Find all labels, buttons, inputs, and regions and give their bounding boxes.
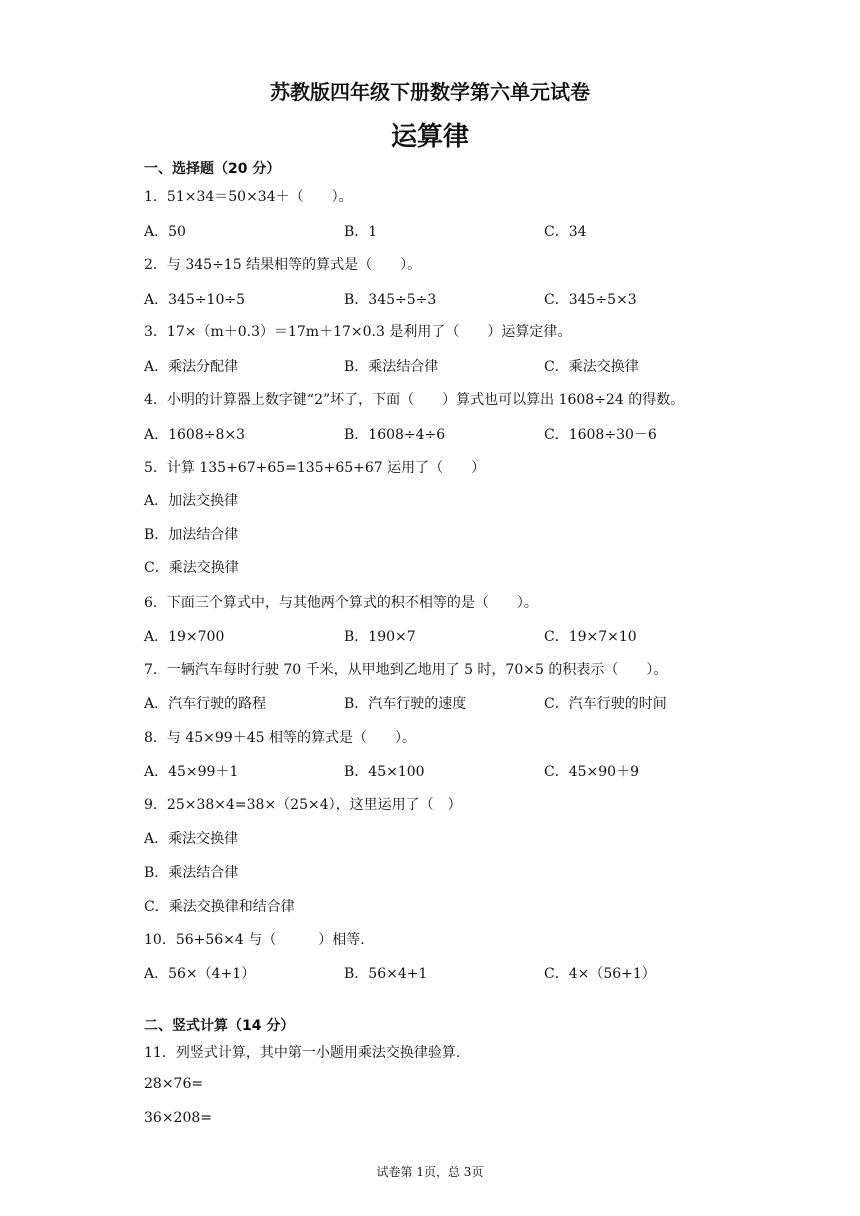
question-option: C．34 bbox=[544, 224, 587, 240]
question-stem: 11．列竖式计算，其中第一小题用乘法交换律验算. bbox=[144, 1045, 461, 1061]
question-option: B．乘法结合律 bbox=[144, 865, 239, 881]
question-option: B．56×4+1 bbox=[344, 966, 428, 982]
question-option: B．汽车行驶的速度 bbox=[344, 696, 467, 712]
question-option: B．190×7 bbox=[344, 629, 416, 645]
question-option: C．1608÷30－6 bbox=[544, 427, 657, 443]
question-stem: 4．小明的计算器上数字键“2”坏了，下面（ ）算式也可以算出 1608÷24 的得数。 bbox=[144, 392, 685, 408]
question-option: B．1 bbox=[344, 224, 378, 240]
question-option: A．汽车行驶的路程 bbox=[144, 696, 267, 712]
question-option: A．45×99＋1 bbox=[144, 764, 239, 780]
question-option: A．乘法交换律 bbox=[144, 831, 239, 847]
section-heading-vertical-calc: 二、竖式计算（14 分） bbox=[144, 1018, 295, 1034]
question-option: C．4×（56+1） bbox=[544, 966, 656, 982]
question-option: C．乘法交换律和结合律 bbox=[144, 899, 295, 915]
question-option: A．56×（4+1） bbox=[144, 966, 256, 982]
question-option: A．50 bbox=[144, 224, 186, 240]
calculation-item: 28×76= bbox=[144, 1076, 204, 1092]
question-option: A．345÷10÷5 bbox=[144, 292, 246, 308]
question-option: A．1608÷8×3 bbox=[144, 427, 246, 443]
question-stem: 3．17×（m＋0.3）＝17m＋17×0.3 是利用了（ ）运算定律。 bbox=[144, 324, 572, 340]
question-stem: 7．一辆汽车每时行驶 70 千米，从甲地到乙地用了 5 时，70×5 的积表示（ ）。 bbox=[144, 662, 668, 678]
question-option: C．19×7×10 bbox=[544, 629, 637, 645]
question-option: B．1608÷4÷6 bbox=[344, 427, 446, 443]
page-footer: 试卷第 1页，总 3页 bbox=[376, 1165, 484, 1179]
question-option: C．345÷5×3 bbox=[544, 292, 637, 308]
question-stem: 10．56+56×4 与（ ）相等. bbox=[144, 932, 365, 948]
question-option: A．加法交换律 bbox=[144, 493, 239, 509]
question-option: B．加法结合律 bbox=[144, 527, 239, 543]
question-stem: 1．51×34＝50×34＋（ ）。 bbox=[144, 189, 353, 205]
question-option: A．乘法分配律 bbox=[144, 359, 239, 375]
calculation-item: 36×208= bbox=[144, 1110, 212, 1126]
question-option: B．45×100 bbox=[344, 764, 425, 780]
section-heading-choice: 一、选择题（20 分） bbox=[144, 161, 281, 177]
question-option: B．345÷5÷3 bbox=[344, 292, 437, 308]
question-option: C．汽车行驶的时间 bbox=[544, 696, 667, 712]
question-option: C．45×90＋9 bbox=[544, 764, 639, 780]
page-title: 苏教版四年级下册数学第六单元试卷 bbox=[270, 80, 590, 104]
question-stem: 9．25×38×4=38×（25×4），这里运用了（ ） bbox=[144, 797, 462, 813]
question-stem: 5．计算 135+67+65=135+65+67 运用了（ ） bbox=[144, 460, 486, 476]
question-stem: 2．与 345÷15 结果相等的算式是（ ）。 bbox=[144, 257, 422, 273]
question-option: B．乘法结合律 bbox=[344, 359, 439, 375]
question-stem: 6．下面三个算式中，与其他两个算式的积不相等的是（ ）。 bbox=[144, 595, 538, 611]
question-stem: 8．与 45×99＋45 相等的算式是（ ）。 bbox=[144, 730, 416, 746]
page-subtitle: 运算律 bbox=[390, 122, 469, 152]
question-option: C．乘法交换律 bbox=[544, 359, 639, 375]
question-option: A．19×700 bbox=[144, 629, 225, 645]
question-option: C．乘法交换律 bbox=[144, 560, 239, 576]
